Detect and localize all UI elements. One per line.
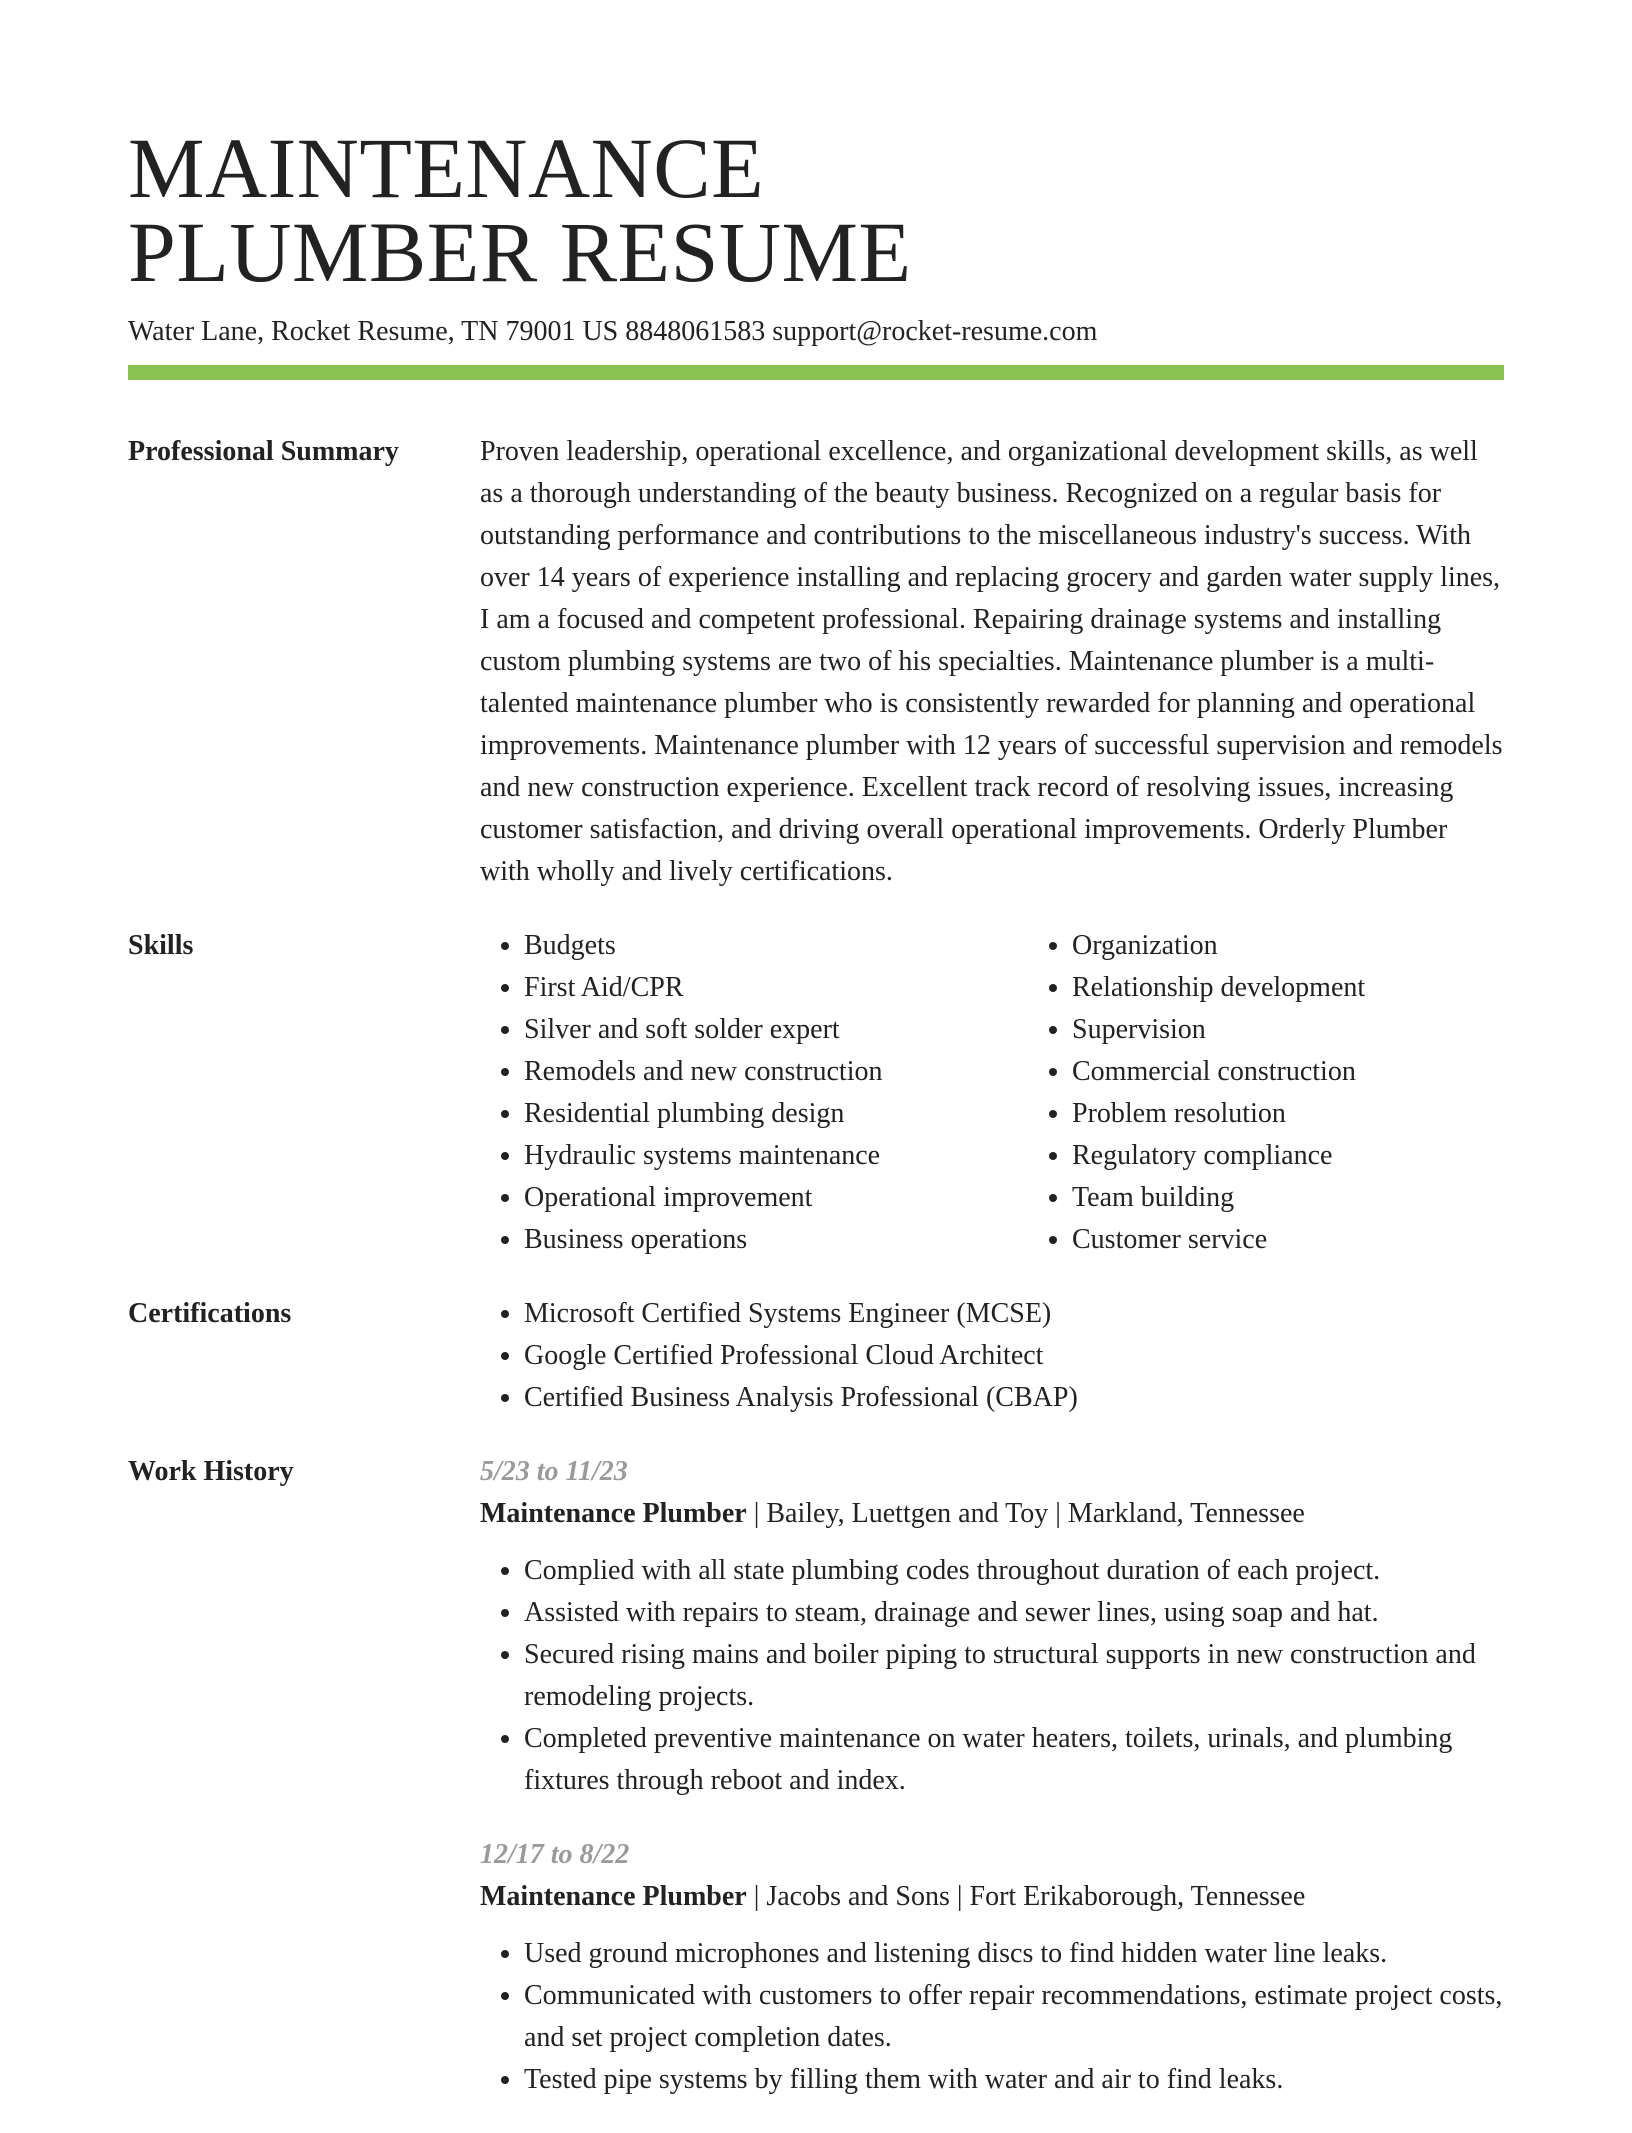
skill-item: • Supervision — [1072, 1009, 1576, 1051]
skills-list-left — [480, 925, 1028, 1261]
work-history-heading: Work History — [128, 1456, 294, 1487]
summary-text: Proven leadership, operational excellence, and organizational development skills, as well as a thorough understanding of the beauty business. Recognized on a regular basis for outstanding performance and contributions to the miscellaneous industry's success. With over 14 years of experience installing and replacing grocery and garden water supply lines, I am a focused and competent professional. Repairing drainage systems and installing custom plumbing systems are two of his specialties. Maintenance plumber is a multi-talented maintenance plumber who is consistently rewarded for planning and operational improvements. Maintenance plumber with 12 years of successful supervision and remodels and new construction experience. Excellent track record of resolving issues, increasing customer satisfaction, and driving overall operational improvements. Orderly Plumber with wholly and lively certifications. — [480, 436, 1503, 887]
job-entry — [480, 1451, 1504, 1802]
resume-page — [128, 0, 1504, 2133]
summary-heading: Professional Summary — [128, 436, 399, 467]
accent-divider — [128, 365, 1504, 380]
summary-section — [128, 431, 1504, 893]
job-duty: • Assisted with repairs to steam, drainage and sewer lines, using soap and hat. — [524, 1592, 1504, 1634]
job-dates: 5/23 to 11/23 — [480, 1456, 628, 1487]
job-duty: • Completed preventive maintenance on water heaters, toilets, urinals, and plumbing fixtures through reboot and index. — [524, 1718, 1504, 1802]
skill-item: • Operational improvement — [524, 1177, 1028, 1219]
title-line-2: PLUMBER RESUME — [128, 204, 912, 300]
job-entry — [480, 1834, 1504, 2101]
contact-line: Water Lane, Rocket Resume, TN 79001 US 8848061583 support@rocket-resume.com — [128, 316, 1098, 347]
skill-item: • Budgets — [524, 925, 1028, 967]
job-header — [480, 1493, 1504, 1535]
skill-item: • Team building — [1072, 1177, 1576, 1219]
certification-item: • Google Certified Professional Cloud Architect — [524, 1335, 1504, 1377]
job-duty: • Complied with all state plumbing codes throughout duration of each project. — [524, 1550, 1504, 1592]
skill-item: • Problem resolution — [1072, 1093, 1576, 1135]
certifications-list — [480, 1293, 1504, 1419]
skill-item: • Residential plumbing design — [524, 1093, 1028, 1135]
skill-item: • First Aid/CPR — [524, 967, 1028, 1009]
job-duties-list — [480, 1550, 1504, 1802]
skill-item: • Relationship development — [1072, 967, 1576, 1009]
work-history-body — [480, 1451, 1504, 2133]
job-employer-location: | Bailey, Luettgen and Toy | Markland, Tennessee — [746, 1498, 1305, 1529]
certifications-heading: Certifications — [128, 1298, 292, 1329]
job-duty: • Used ground microphones and listening discs to find hidden water line leaks. — [524, 1933, 1504, 1975]
skill-item: • Commercial construction — [1072, 1051, 1576, 1093]
job-duty: • Secured rising mains and boiler piping to structural supports in new construction and remodeling projects. — [524, 1634, 1504, 1718]
skill-item: • Organization — [1072, 925, 1576, 967]
certifications-body — [480, 1293, 1504, 1419]
summary-body — [480, 431, 1504, 893]
skills-section — [128, 925, 1504, 1261]
job-employer-location: | Jacobs and Sons | Fort Erikaborough, Tennessee — [746, 1881, 1306, 1912]
job-title: Maintenance Plumber — [480, 1881, 747, 1912]
skill-item: • Remodels and new construction — [524, 1051, 1028, 1093]
work-history-section — [128, 1451, 1504, 2133]
job-title: Maintenance Plumber — [480, 1498, 747, 1529]
job-duty: • Communicated with customers to offer repair recommendations, estimate project costs, and set project completion dates. — [524, 1975, 1504, 2059]
skill-item: • Regulatory compliance — [1072, 1135, 1576, 1177]
skill-item: • Hydraulic systems maintenance — [524, 1135, 1028, 1177]
skills-heading: Skills — [128, 930, 194, 961]
skills-list-right — [1028, 925, 1576, 1261]
certifications-section — [128, 1293, 1504, 1419]
skills-body — [480, 925, 1504, 1261]
resume-title — [128, 0, 1504, 300]
certification-item: • Certified Business Analysis Professional (CBAP) — [524, 1377, 1504, 1419]
skill-item: • Silver and soft solder expert — [524, 1009, 1028, 1051]
job-header — [480, 1876, 1504, 1918]
certification-item: • Microsoft Certified Systems Engineer (MCSE) — [524, 1293, 1504, 1335]
job-duty: • Tested pipe systems by filling them with water and air to find leaks. — [524, 2059, 1504, 2101]
title-line-1: MAINTENANCE — [128, 120, 765, 216]
skill-item: • Customer service — [1072, 1219, 1576, 1261]
job-dates: 12/17 to 8/22 — [480, 1839, 630, 1870]
job-duties-list — [480, 1933, 1504, 2101]
skill-item: • Business operations — [524, 1219, 1028, 1261]
